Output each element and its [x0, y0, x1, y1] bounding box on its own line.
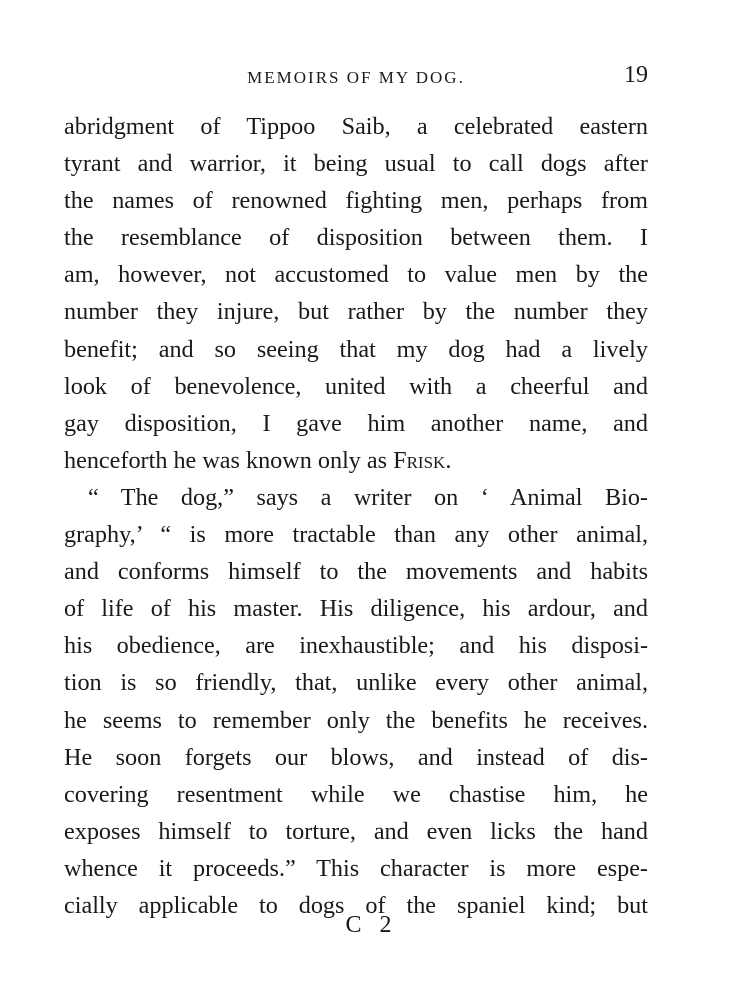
- dog-name: Frisk: [393, 446, 446, 474]
- text-line: abridgment of Tippoo Saib, a celebrated eastern: [64, 113, 648, 140]
- text-line: and conforms himself to the movements and habits: [64, 558, 648, 586]
- text-line: cially applicable to dogs of the spaniel kind; but: [64, 891, 648, 919]
- text-line: benefit; and so seeing that my dog had a lively: [64, 335, 648, 363]
- text-line: the names of renowned fighting men, perhaps from: [64, 187, 648, 215]
- running-title: MEMOIRS OF MY DOG.: [247, 68, 465, 87]
- text-line: he seems to remember only the benefits he receives.: [64, 706, 648, 734]
- running-head: [64, 62, 648, 92]
- text-line-last: [64, 442, 648, 479]
- text-line: “ The dog,” says a writer on ‘ Animal Bio-: [88, 483, 648, 511]
- text-line: graphy,’ “ is more tractable than any other animal,: [64, 521, 648, 549]
- text-line: tyrant and warrior, it being usual to call dogs after: [64, 150, 648, 178]
- text-line: am, however, not accustomed to value men by the: [64, 261, 648, 289]
- text-fragment: henceforth he was known only as: [64, 446, 394, 474]
- page-number: 19: [624, 62, 648, 88]
- text-line: covering resentment while we chastise him, he: [64, 780, 648, 808]
- text-line: gay disposition, I gave him another name, and: [64, 409, 648, 437]
- text-line: He soon forgets our blows, and instead of dis-: [64, 743, 648, 771]
- text-line: tion is so friendly, that, unlike every other animal,: [64, 669, 648, 697]
- text-line: the resemblance of disposition between them. I: [64, 224, 648, 252]
- body-text: [64, 108, 648, 924]
- text-line: his obedience, are inexhaustible; and his disposi-: [64, 632, 648, 660]
- text-line: of life of his master. His diligence, his ardour, and: [64, 595, 648, 623]
- text-fragment: .: [445, 446, 452, 474]
- text-line: whence it proceeds.” This character is more espe-: [64, 854, 648, 882]
- text-line: exposes himself to torture, and even licks the hand: [64, 817, 648, 845]
- text-line: number they injure, but rather by the number they: [64, 298, 648, 326]
- text-line: look of benevolence, united with a cheerful and: [64, 372, 648, 400]
- signature-mark: C 2: [345, 912, 398, 938]
